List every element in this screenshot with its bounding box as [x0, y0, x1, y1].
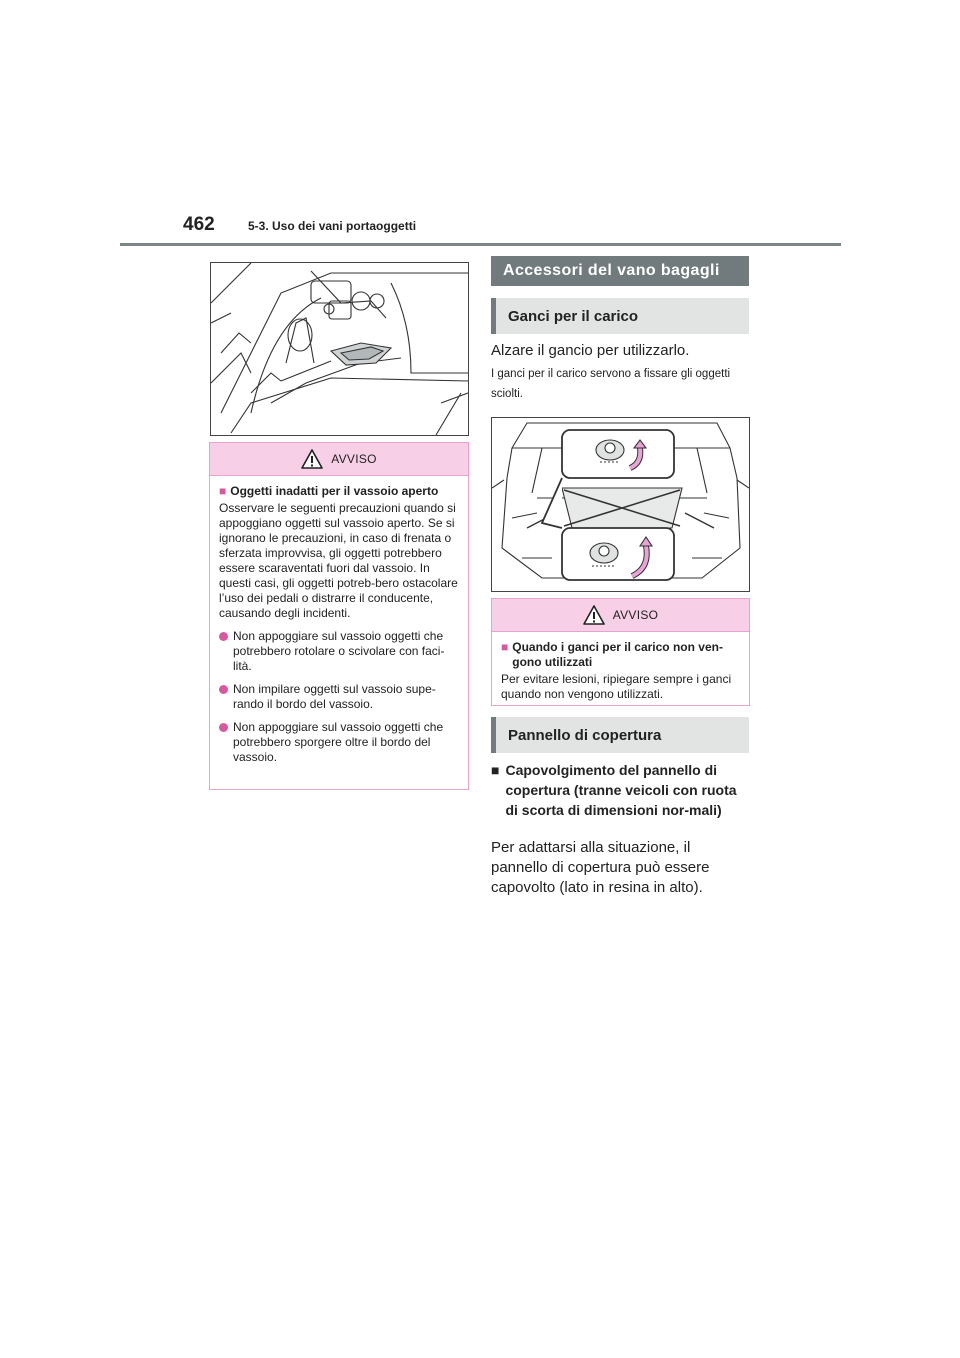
warning-triangle-icon: [583, 605, 605, 625]
square-bullet-icon: ■: [491, 762, 500, 778]
cover-text: Per adattarsi alla situazione, il pannello di copertura può essere capovolto (lato in resina in alto).: [491, 839, 710, 896]
console-tray-illustration: [210, 262, 469, 436]
warning-box-hooks: [491, 598, 750, 706]
square-bullet-icon: ■: [501, 640, 509, 654]
warning-header: [492, 599, 749, 632]
warning-triangle-icon: [301, 449, 323, 469]
page-number: 462: [183, 214, 215, 235]
hooks-note: I ganci per il carico servono a fissare gli oggetti sciolti.: [491, 368, 731, 400]
circle-bullet-icon: [219, 685, 228, 694]
hooks-heading: Ganci per il carico: [491, 298, 749, 334]
cover-subheading: ■ Capovolgimento del pannello di copertura (tranne veicoli con ruota di scorta di dimensioni nor-mali): [491, 762, 737, 818]
circle-bullet-icon: [219, 632, 228, 641]
warning-paragraph: Per evitare lesioni, ripiegare sempre i ganci quando non vengono utilizzati.: [501, 672, 732, 701]
hooks-instruction: Alzare il gancio per utilizzarlo.: [491, 342, 690, 359]
warning-paragraph: Osservare le seguenti precauzioni quando si appoggiano oggetti sul vassoio aperto. Se si ignorano le precauzioni, in caso di frenata o sferzata improvvisa, gli oggetti potrebbero essere scaraventati fuori dal vassoio. In questi casi, gli oggetti potreb-bero ostacolare l’uso dei pedali o distrarre il conducente, causando degli incidenti.: [219, 501, 458, 620]
square-bullet-icon: ■: [219, 484, 227, 498]
warning-label: AVVISO: [331, 452, 377, 466]
warning-subheading: ■ Quando i ganci per il carico non ven-gono utilizzati: [501, 640, 723, 669]
header-rule: [120, 243, 841, 246]
warning-box-tray: [209, 442, 469, 790]
cargo-hooks-illustration: [491, 417, 750, 592]
warning-subheading: ■ Oggetti inadatti per il vassoio aperto: [219, 484, 439, 498]
section-title: 5-3. Uso dei vani portaoggetti: [248, 219, 417, 233]
cover-heading: Pannello di copertura: [491, 717, 749, 753]
list-item: Non appoggiare sul vassoio oggetti che potrebbero rotolare o scivolare con faci-lità.: [219, 629, 459, 674]
main-heading: Accessori del vano bagagli: [491, 256, 749, 286]
warning-label: AVVISO: [612, 608, 659, 622]
warning-header: [210, 443, 468, 476]
list-item: Non appoggiare sul vassoio oggetti che potrebbero sporgere oltre il bordo del vassoio.: [219, 720, 459, 765]
circle-bullet-icon: [219, 723, 228, 732]
list-item: Non impilare oggetti sul vassoio supe-rando il bordo del vassoio.: [219, 682, 459, 712]
